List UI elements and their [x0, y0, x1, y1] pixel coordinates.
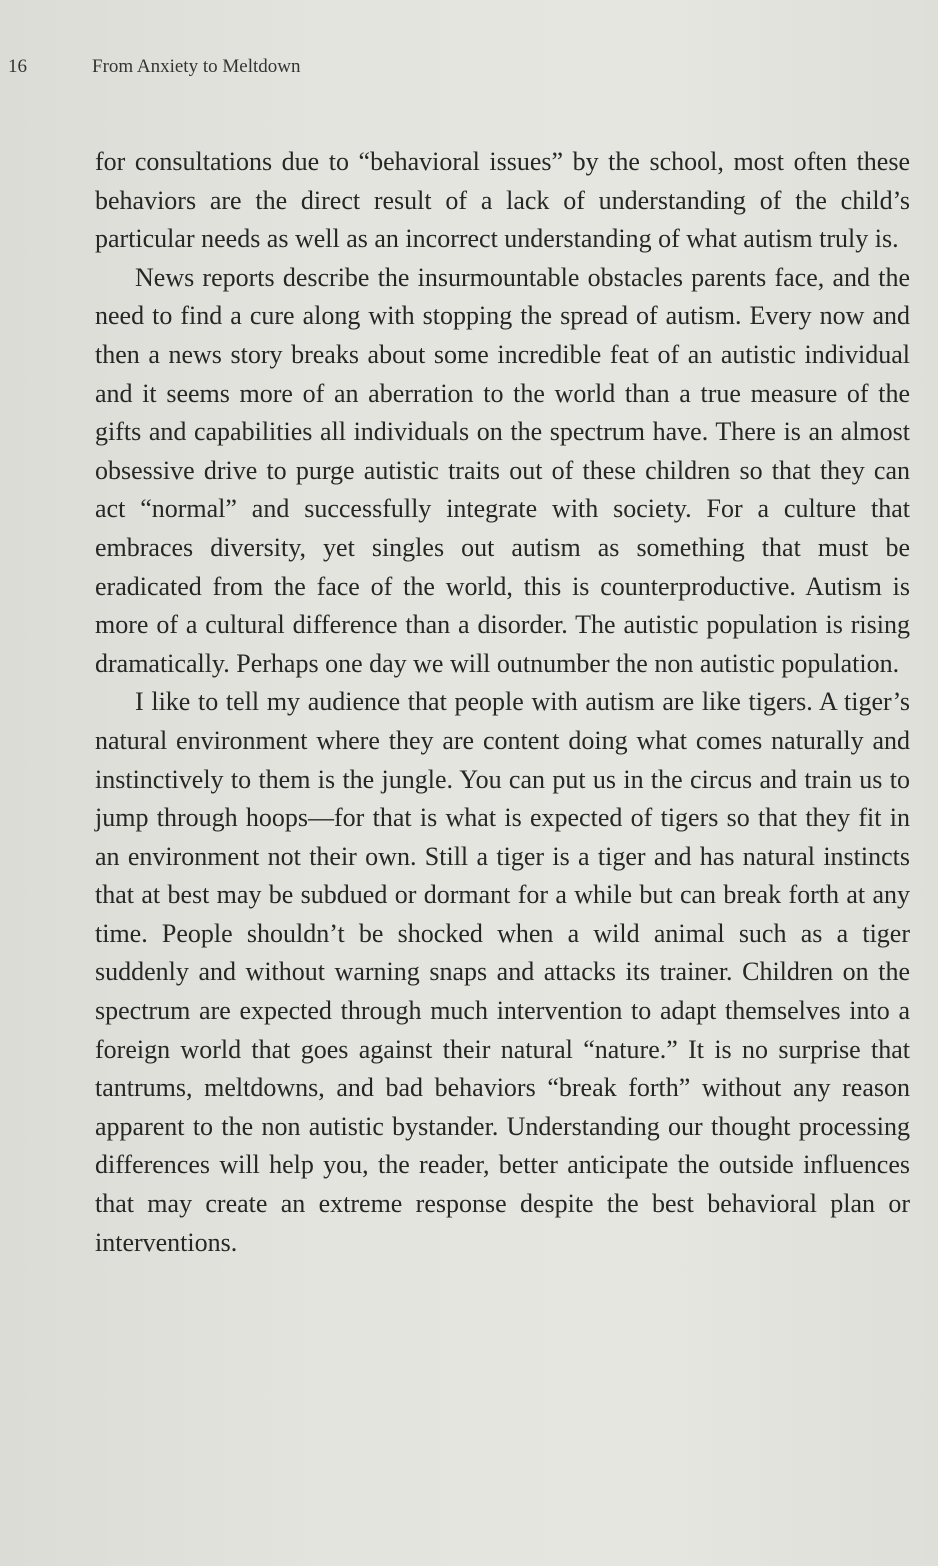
paragraph-news-reports: News reports describe the insurmountable obstacles parents face, and the need to find a cure along with stopping the spread of autism. Every now and then a news story breaks about some incredible feat of an autistic individual and it seems more of an aberration to the world than a true measure of the gifts and capabilities all individuals on the spectrum have. There is an almost obsessive drive to purge autistic traits out of these children so that they can act “normal” and successfully integrate with society. For a culture that embraces diversity, yet singles out autism as something that must be eradicated from the face of the world, this is counterproductive. Autism is more of a cultural difference than a disorder. The autistic population is rising dramatically. Perhaps one day we will outnumber the non autistic population. — [95, 262, 910, 678]
body-text — [95, 143, 910, 1262]
running-head — [8, 56, 918, 86]
book-title: From Anxiety to Meltdown — [92, 56, 301, 77]
page-number: 16 — [8, 56, 27, 77]
paragraph-continued: for consultations due to “behavioral issues” by the school, most often these behaviors are the direct result of a lack of understanding of the child’s particular needs as well as an incorrect understanding of what autism truly is. — [95, 147, 910, 254]
paragraph-tigers: I like to tell my audience that people with autism are like tigers. A tiger’s natural environment where they are content doing what comes naturally and instinctively to them is the jungle. You can put us in the circus and train us to jump through hoops—for that is what is expected of tigers so that they fit in an environment not their own. Still a tiger is a tiger and has natural instincts that at best may be subdued or dormant for a while but can break forth at any time. People shouldn’t be shocked when a wild animal such as a tiger suddenly and without warning snaps and attacks its trainer. Children on the spectrum are expected through much intervention to adapt themselves into a foreign world that goes against their natural “nature.” It is no surprise that tantrums, meltdowns, and bad behaviors “break forth” without any reason apparent to the non autistic bystander. Understanding our thought processing differences will help you, the reader, better anticipate the outside influences that may create an extreme response despite the best behavioral plan or interventions. — [95, 687, 910, 1257]
